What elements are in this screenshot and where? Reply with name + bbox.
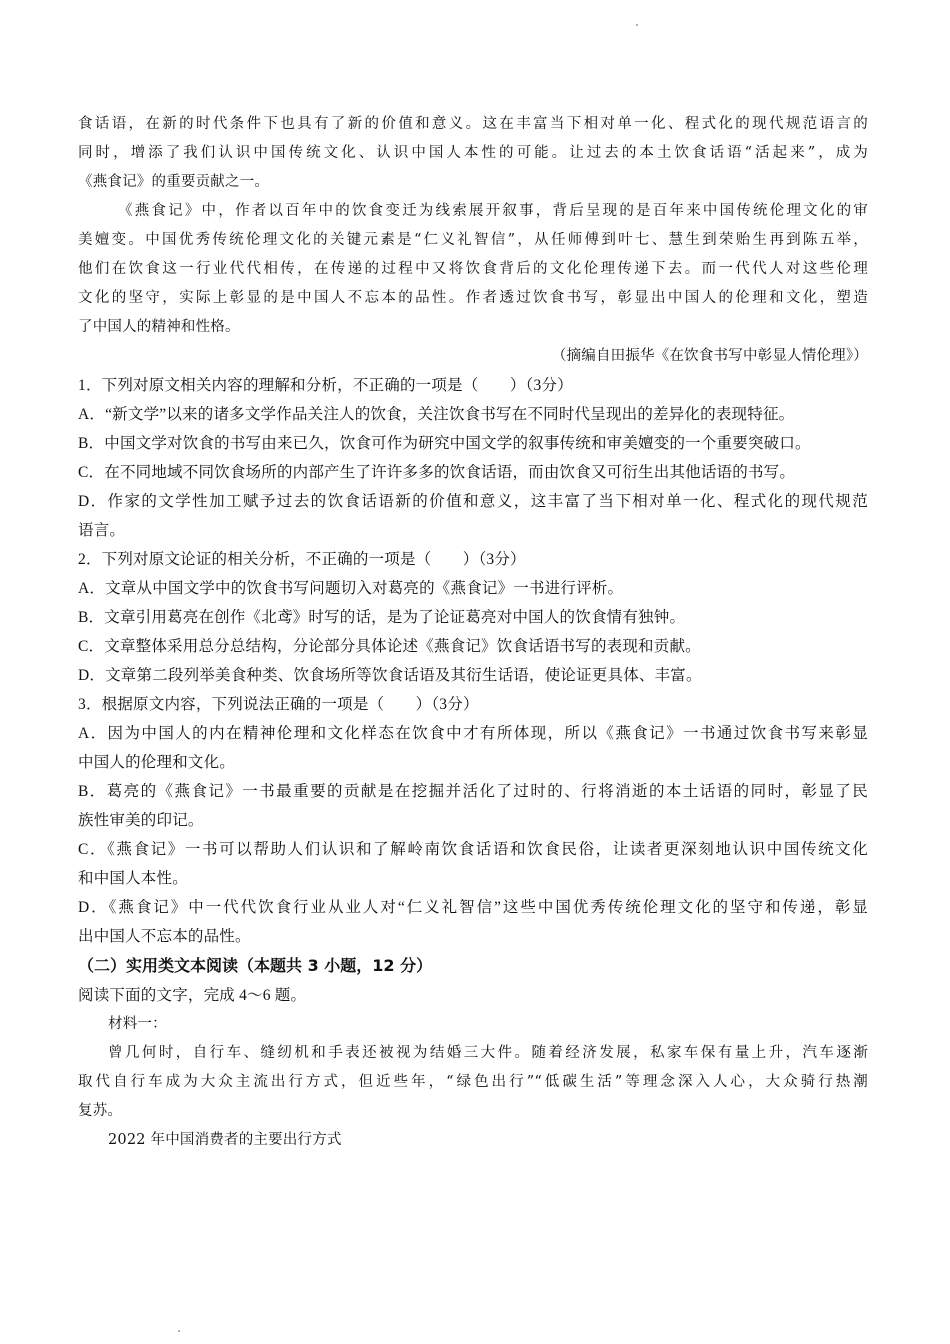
text-line: 他们在饮食这一行业代代相传，在传递的过程中又将饮食背后的文化伦理传递下去。而一代代人对这些伦理 [78, 261, 868, 277]
option-b: B．文章引用葛亮在创作《北鸢》时写的话，是为了论证葛亮对中国人的饮食情有独钟。 [78, 609, 686, 626]
option-a: A．因为中国人的内在精神伦理和文化样态在饮食中才有所体现，所以《燕食记》一书通过饮食书写来彰显 [78, 725, 868, 742]
text-line: 文化的坚守，实际上彰显的是中国人不忘本的品性。作者透过饮食书写，彰显出中国人的伦理和文化，塑造 [78, 290, 868, 306]
option-a: A．“新文学”以来的诸多文学作品关注人的饮食，关注饮食书写在不同时代呈现出的差异化的表现特征。 [78, 406, 795, 423]
document-body [78, 110, 868, 1155]
chart-caption: 2022 年中国消费者的主要出行方式 [108, 1132, 342, 1148]
text-line: 曾几何时，自行车、缝纫机和手表还被视为结婚三大件。随着经济发展，私家车保有量上升，汽车逐渐 [108, 1045, 868, 1061]
material-paragraph [78, 1039, 868, 1126]
text-line: 取代自行车成为大众主流出行方式，但近些年，“绿色出行”“低碳生活”等理念深入人心，大众骑行热潮 [78, 1074, 868, 1090]
text-line: 了中国人的精神和性格。 [78, 319, 240, 335]
option-d: D．作家的文学性加工赋予过去的饮食话语新的价值和意义，这丰富了当下相对单一化、程式化的现代规范 [78, 493, 868, 510]
text-line: 美嬗变。中国优秀传统伦理文化的关键元素是“仁义礼智信”，从任师傅到叶七、慧生到荣贻生再到陈五举， [78, 232, 868, 248]
option-b-cont: 族性审美的印记。 [78, 812, 204, 829]
scan-dot-bottom [178, 1330, 180, 1332]
question-3 [78, 690, 868, 951]
option-c-cont: 和中国人本性。 [78, 870, 188, 887]
option-a-cont: 中国人的伦理和文化。 [78, 754, 236, 771]
question-1 [78, 371, 868, 545]
section-heading: （二）实用类文本阅读（本题共 3 小题，12 分） [78, 956, 433, 975]
text-line: 同时，增添了我们认识中国传统文化、认识中国人本性的可能。让过去的本土饮食话语“活起来”，成为 [78, 145, 868, 161]
option-a: A．文章从中国文学中的饮食书写问题切入对葛亮的《燕食记》一书进行评析。 [78, 580, 624, 597]
passage-paragraph-1 [78, 110, 868, 197]
section-instruction: 阅读下面的文字，完成 4～6 题。 [78, 987, 307, 1004]
source-citation: （摘编自田振华《在饮食书写中彰显人情伦理》） [551, 348, 868, 364]
text-line: 《燕食记》中，作者以百年中的饮食变迁为线索展开叙事，背后呈现的是百年来中国传统伦理文化的审 [118, 203, 868, 219]
question-stem: 2．下列对原文论证的相关分析，不正确的一项是（ ）（3分） [78, 551, 526, 568]
option-c: C．在不同地域不同饮食场所的内部产生了许许多多的饮食话语，而由饮食又可衍生出其他话语的书写。 [78, 464, 796, 481]
option-b: B．葛亮的《燕食记》一书最重要的贡献是在挖掘并活化了过时的、行将消逝的本土话语的同时，彰显了民 [78, 783, 868, 800]
text-line: 《燕食记》的重要贡献之一。 [78, 174, 270, 190]
option-b: B．中国文学对饮食的书写由来已久，饮食可作为研究中国文学的叙事传统和审美嬗变的一个重要突破口。 [78, 435, 811, 452]
question-stem: 1．下列对原文相关内容的理解和分析，不正确的一项是（ ）（3分） [78, 377, 573, 394]
option-c: C．《燕食记》一书可以帮助人们认识和了解岭南饮食话语和饮食民俗，让读者更深刻地认识中国传统文化 [78, 841, 868, 858]
scan-dot-top [636, 24, 638, 26]
passage-paragraph-2 [78, 197, 868, 342]
option-c: C．文章整体采用总分总结构，分论部分具体论述《燕食记》饮食话语书写的表现和贡献。 [78, 638, 701, 655]
material-label: 材料一： [108, 1016, 167, 1032]
option-d: D．《燕食记》中一代代饮食行业从业人对“仁义礼智信”这些中国优秀传统伦理文化的坚守和传递，彰显 [78, 899, 868, 916]
option-d: D．文章第二段列举美食种类、饮食场所等饮食话语及其衍生话语，使论证更具体、丰富。 [78, 667, 702, 684]
text-line: 食话语，在新的时代条件下也具有了新的价值和意义。这在丰富当下相对单一化、程式化的现代规范语言的 [78, 116, 868, 132]
option-d-cont: 语言。 [78, 522, 126, 539]
text-line: 复苏。 [78, 1103, 123, 1119]
question-2 [78, 545, 868, 690]
question-stem: 3．根据原文内容，下列说法正确的一项是（ ）（3分） [78, 696, 479, 713]
option-d-cont: 出中国人不忘本的品性。 [78, 928, 251, 945]
